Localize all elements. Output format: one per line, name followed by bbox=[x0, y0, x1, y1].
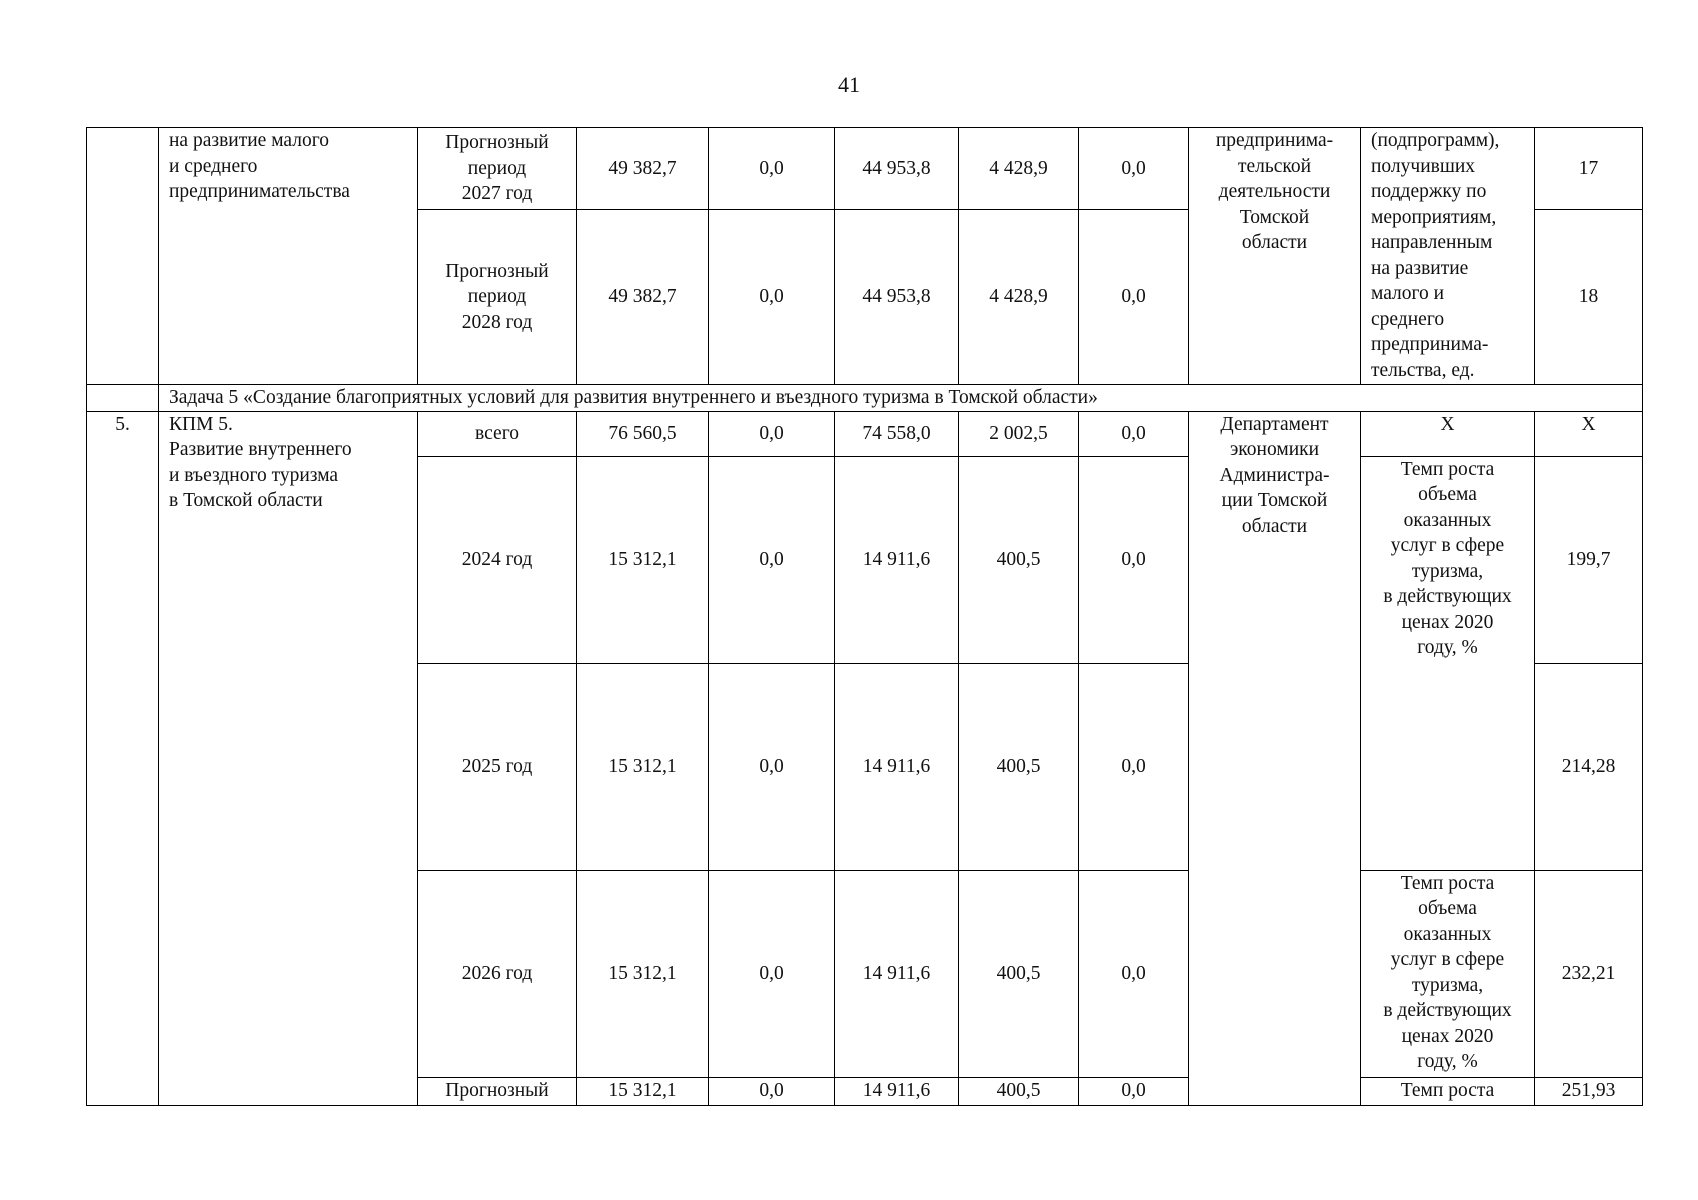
executor-cell: предпринима- тельской деятельности Томской области bbox=[1189, 128, 1361, 385]
indicator-value-cell: Х bbox=[1535, 411, 1643, 456]
table-row bbox=[87, 128, 1643, 210]
federal-cell: 0,0 bbox=[709, 870, 835, 1077]
indicator-cell: Темп роста bbox=[1361, 1077, 1535, 1105]
other-cell: 0,0 bbox=[1079, 870, 1189, 1077]
indicator-value-cell: 17 bbox=[1535, 128, 1643, 210]
federal-cell: 0,0 bbox=[709, 128, 835, 210]
indicator-cell: (подпрограмм), получивших поддержку по мероприятиям, направленным на развитие малого и среднего предпринима- тельства, ед. bbox=[1361, 128, 1535, 385]
period-cell: 2025 год bbox=[418, 663, 577, 870]
indicator-cell: Темп роста объема оказанных услуг в сфере туризма, в действующих ценах 2020 году, % bbox=[1361, 456, 1535, 870]
period-cell: всего bbox=[418, 411, 577, 456]
regional-cell: 14 911,6 bbox=[835, 870, 959, 1077]
indicator-value-cell: 214,28 bbox=[1535, 663, 1643, 870]
page-number: 41 bbox=[838, 72, 860, 97]
other-cell: 0,0 bbox=[1079, 663, 1189, 870]
other-cell: 0,0 bbox=[1079, 1077, 1189, 1105]
task-header: Задача 5 «Создание благоприятных условий для развития внутреннего и въездного туризма в Томской области» bbox=[159, 385, 1643, 412]
local-cell: 2 002,5 bbox=[959, 411, 1079, 456]
indicator-value-cell: 18 bbox=[1535, 210, 1643, 385]
row-number-cell bbox=[87, 385, 159, 412]
total-cell: 76 560,5 bbox=[577, 411, 709, 456]
local-cell: 400,5 bbox=[959, 663, 1079, 870]
task-header-row bbox=[87, 385, 1643, 412]
local-cell: 400,5 bbox=[959, 456, 1079, 663]
budget-table bbox=[86, 127, 1643, 1106]
other-cell: 0,0 bbox=[1079, 210, 1189, 385]
regional-cell: 14 911,6 bbox=[835, 663, 959, 870]
row-number-cell: 5. bbox=[87, 411, 159, 1105]
other-cell: 0,0 bbox=[1079, 456, 1189, 663]
local-cell: 4 428,9 bbox=[959, 128, 1079, 210]
total-cell: 15 312,1 bbox=[577, 1077, 709, 1105]
indicator-cell: Темп роста объема оказанных услуг в сфере туризма, в действующих ценах 2020 году, % bbox=[1361, 870, 1535, 1077]
period-cell: 2024 год bbox=[418, 456, 577, 663]
other-cell: 0,0 bbox=[1079, 411, 1189, 456]
executor-cell: Департамент экономики Администра- ции Томской области bbox=[1189, 411, 1361, 1105]
activity-name-cell: КПМ 5. Развитие внутреннего и въездного туризма в Томской области bbox=[159, 411, 418, 1105]
total-cell: 49 382,7 bbox=[577, 210, 709, 385]
table-row bbox=[87, 411, 1643, 456]
total-cell: 49 382,7 bbox=[577, 128, 709, 210]
regional-cell: 44 953,8 bbox=[835, 128, 959, 210]
indicator-value-cell: 199,7 bbox=[1535, 456, 1643, 663]
total-cell: 15 312,1 bbox=[577, 456, 709, 663]
indicator-cell: Х bbox=[1361, 411, 1535, 456]
activity-name-cell: на развитие малого и среднего предпринимательства bbox=[159, 128, 418, 385]
total-cell: 15 312,1 bbox=[577, 870, 709, 1077]
federal-cell: 0,0 bbox=[709, 663, 835, 870]
period-cell: 2026 год bbox=[418, 870, 577, 1077]
regional-cell: 14 911,6 bbox=[835, 456, 959, 663]
indicator-value-cell: 251,93 bbox=[1535, 1077, 1643, 1105]
local-cell: 400,5 bbox=[959, 1077, 1079, 1105]
federal-cell: 0,0 bbox=[709, 210, 835, 385]
period-cell: Прогнозный bbox=[418, 1077, 577, 1105]
regional-cell: 74 558,0 bbox=[835, 411, 959, 456]
federal-cell: 0,0 bbox=[709, 1077, 835, 1105]
total-cell: 15 312,1 bbox=[577, 663, 709, 870]
local-cell: 4 428,9 bbox=[959, 210, 1079, 385]
federal-cell: 0,0 bbox=[709, 456, 835, 663]
other-cell: 0,0 bbox=[1079, 128, 1189, 210]
period-cell: Прогнозный период 2028 год bbox=[418, 210, 577, 385]
row-number-cell bbox=[87, 128, 159, 385]
federal-cell: 0,0 bbox=[709, 411, 835, 456]
period-cell: Прогнозный период 2027 год bbox=[418, 128, 577, 210]
indicator-value-cell: 232,21 bbox=[1535, 870, 1643, 1077]
regional-cell: 44 953,8 bbox=[835, 210, 959, 385]
local-cell: 400,5 bbox=[959, 870, 1079, 1077]
regional-cell: 14 911,6 bbox=[835, 1077, 959, 1105]
